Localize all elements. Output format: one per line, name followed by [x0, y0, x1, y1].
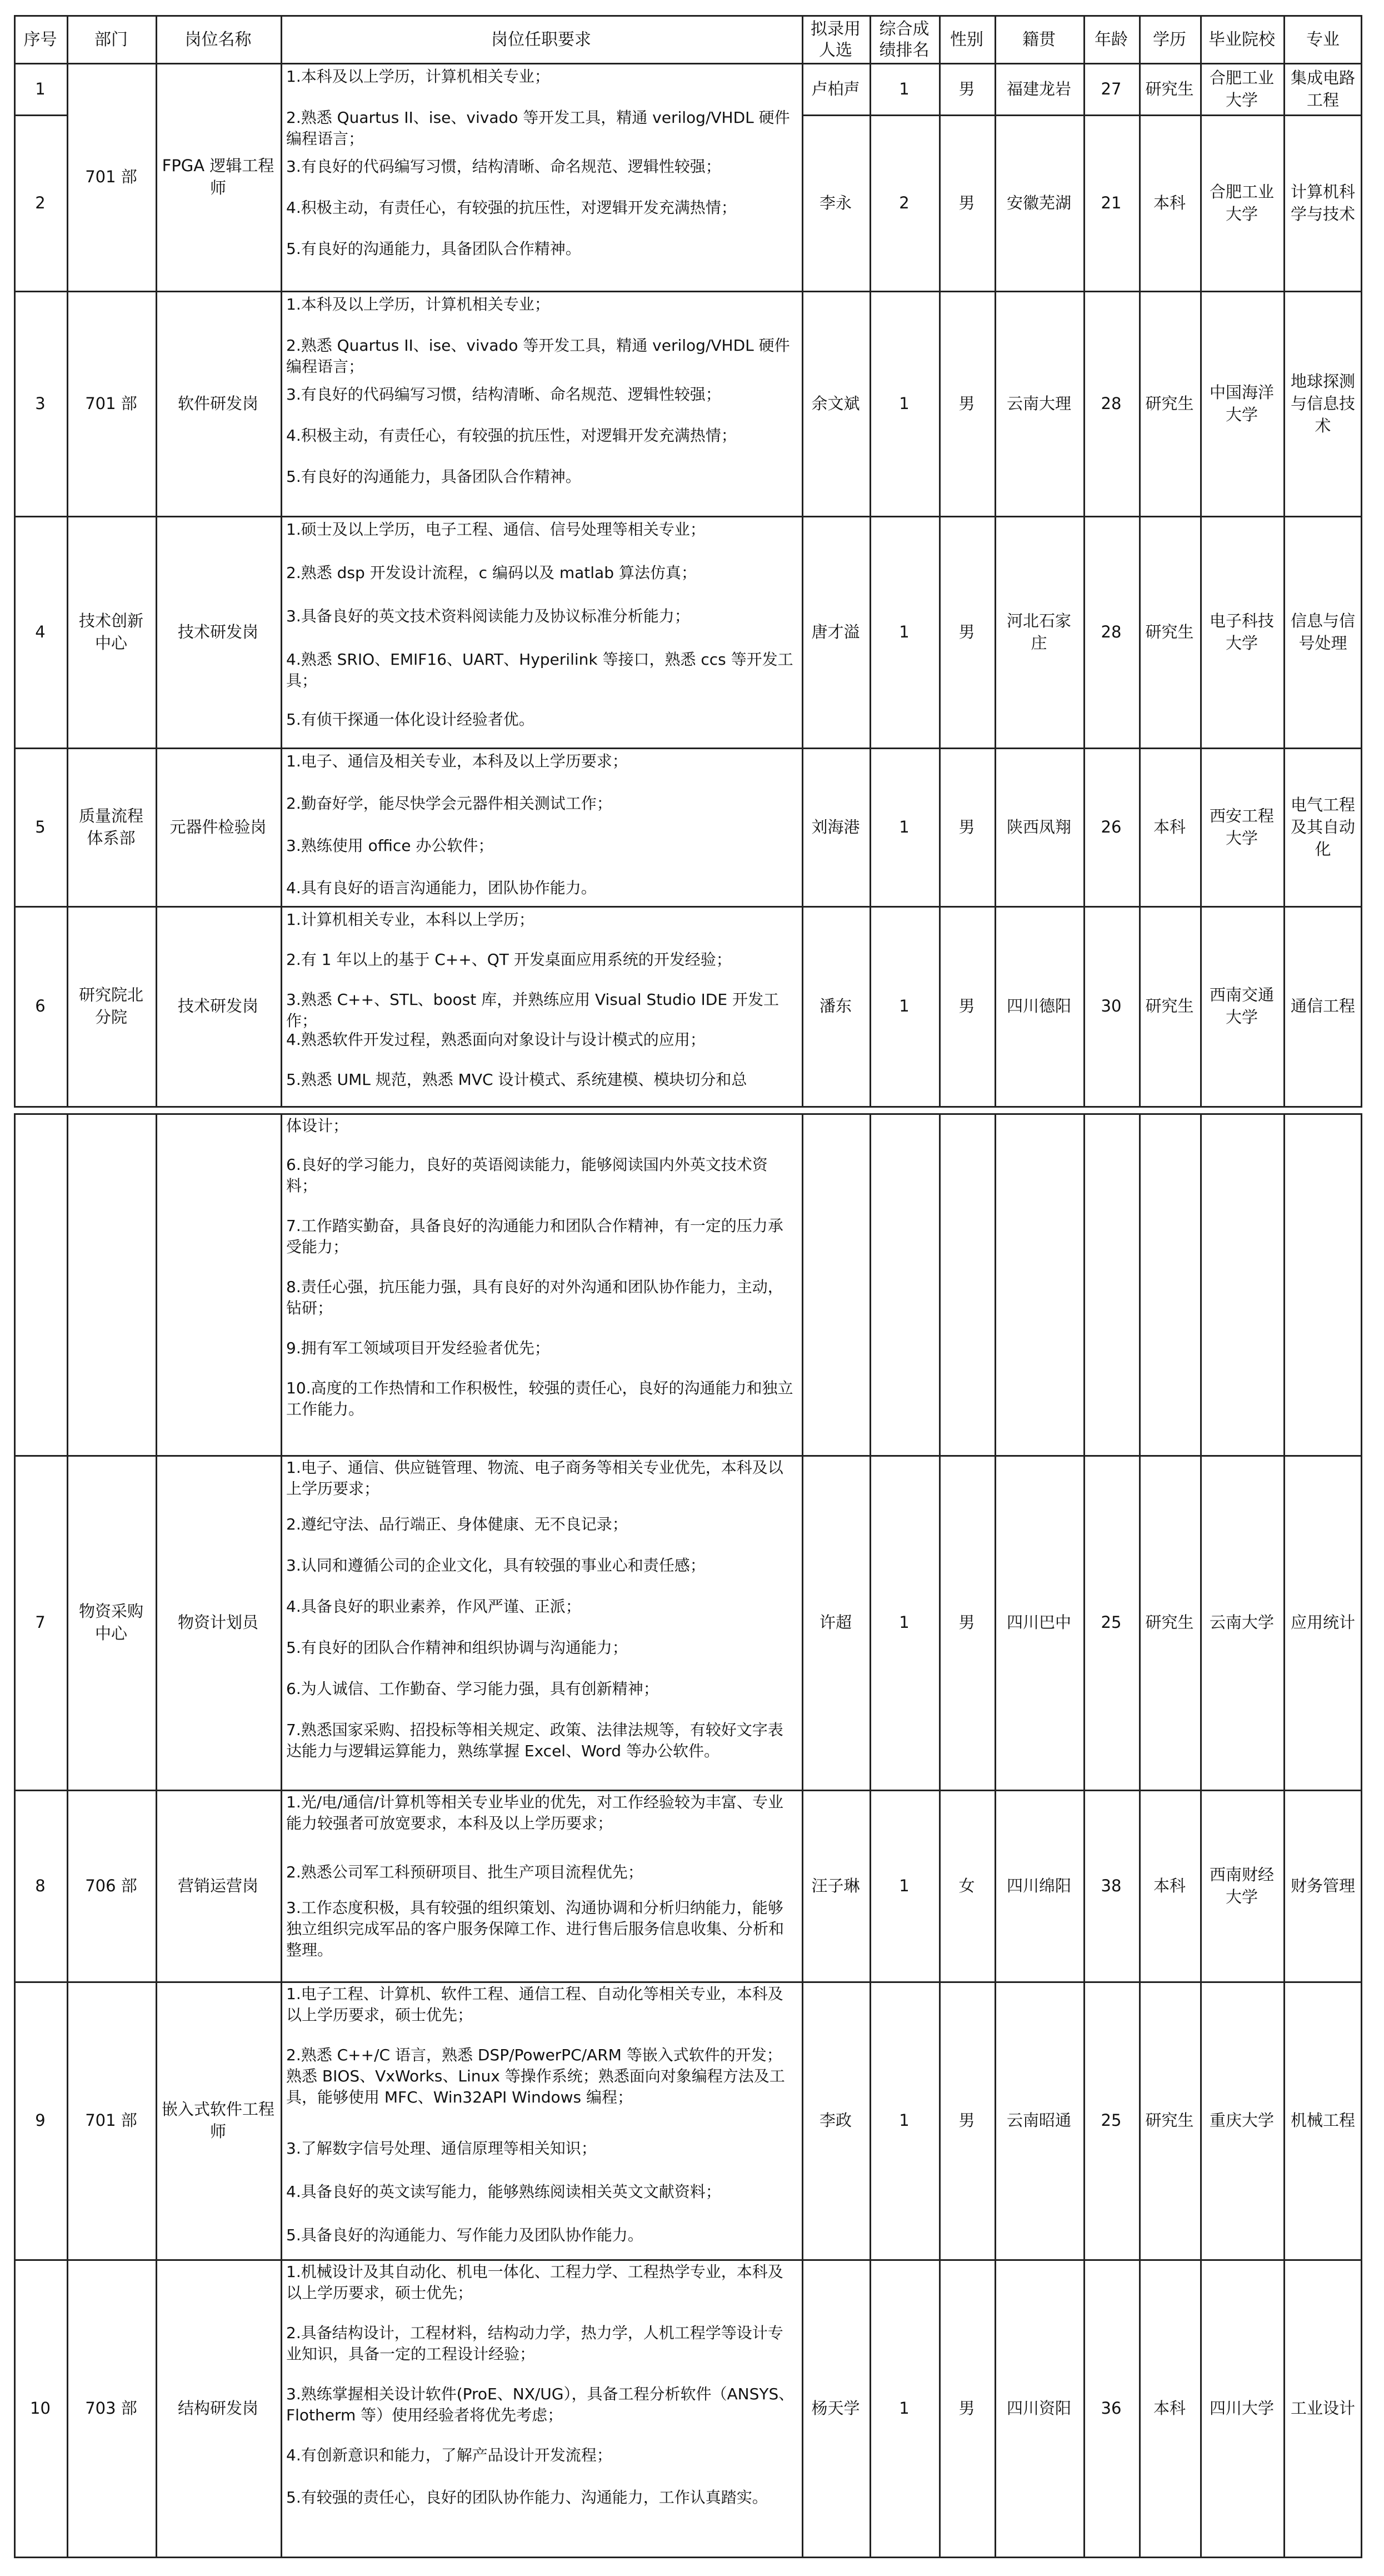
requirement-item: 4.具备良好的职业素养，作风严谨、正派；	[286, 1597, 581, 1616]
requirement-item: 5.有侦干探通一体化设计经验者优。	[286, 710, 534, 729]
rank-cell: 2	[899, 193, 910, 212]
age-cell: 28	[1101, 393, 1122, 413]
requirement-item: 1.光/电/通信/计算机等相关专业毕业的优先，对工作经验较为丰富、专业能力较强者可放宽要求，本科及以上学历要求；	[286, 1793, 784, 1832]
origin-cell: 云南大理	[1006, 393, 1071, 413]
header-cell: 年龄	[1095, 29, 1128, 49]
age-cell: 36	[1101, 2398, 1122, 2418]
requirement-item: 5.有良好的团队合作精神和组织协调与沟通能力；	[286, 1638, 628, 1657]
header-cell: 岗位名称	[184, 29, 252, 49]
table-border	[14, 291, 1362, 292]
school-cell: 电子科技大学	[1209, 611, 1274, 652]
department-cell: 701 部	[85, 167, 137, 186]
requirement-item: 6.良好的学习能力，良好的英语阅读能力，能够阅读国内外英文技术资料；	[286, 1155, 768, 1195]
table-border	[1083, 1113, 1085, 2558]
requirement-item: 4.熟悉 SRIO、EMIF16、UART、Hyperilink 等接口，熟悉 ccs 等开发工具；	[286, 650, 793, 690]
major-cell: 电气工程及其自动化	[1290, 795, 1355, 859]
education-cell: 研究生	[1145, 996, 1194, 1015]
table-border	[14, 516, 1362, 517]
table-border	[802, 1113, 803, 2558]
requirement-item: 2.勤奋好学，能尽快学会元器件相关测试工作；	[286, 794, 612, 813]
gender-cell: 男	[958, 193, 975, 212]
gender-cell: 男	[958, 79, 975, 98]
origin-cell: 四川德阳	[1006, 996, 1071, 1015]
table-border	[14, 15, 16, 1108]
school-cell: 云南大学	[1209, 1613, 1274, 1632]
department-cell: 物资采购中心	[78, 1602, 143, 1643]
candidate-name: 汪子琳	[811, 1876, 860, 1895]
row-number: 7	[35, 1613, 46, 1632]
table-border	[14, 1790, 1362, 1791]
header-cell: 序号	[23, 29, 57, 49]
department-cell: 技术创新中心	[78, 611, 143, 652]
origin-cell: 河北石家庄	[1006, 611, 1071, 652]
requirement-item: 4.熟悉软件开发过程，熟悉面向对象设计与设计模式的应用；	[286, 1030, 706, 1049]
origin-cell: 云南昭通	[1006, 2111, 1071, 2130]
requirement-item: 2.具备结构设计，工程材料，结构动力学，热力学，人机工程学等设计专业知识，具备一定的工程设计经验；	[286, 2324, 783, 2363]
requirements-cell	[281, 63, 802, 291]
major-cell: 信息与信号处理	[1290, 611, 1355, 652]
requirements-cell	[281, 1790, 802, 1981]
header-cell: 专业	[1306, 29, 1340, 49]
requirement-item: 2.有 1 年以上的基于 C++、QT 开发桌面应用系统的开发经验；	[286, 950, 732, 969]
table-border	[1083, 15, 1085, 1108]
requirements-cell	[281, 291, 802, 516]
education-cell: 研究生	[1145, 2111, 1194, 2130]
requirement-item: 6.为人诚信、工作勤奋、学习能力强，具有创新精神；	[286, 1680, 659, 1698]
requirement-item: 5.有较强的责任心，良好的团队协作能力、沟通能力，工作认真踏实。	[286, 2488, 768, 2507]
education-cell: 研究生	[1145, 79, 1194, 98]
age-cell: 25	[1101, 1613, 1122, 1632]
table-border	[1139, 1113, 1141, 2558]
school-cell: 合肥工业大学	[1209, 182, 1274, 223]
age-cell: 27	[1101, 79, 1122, 98]
requirements-cell	[281, 1981, 802, 2259]
header-cell: 部门	[94, 29, 128, 49]
table-border	[14, 2557, 1362, 2558]
requirement-item: 5.有良好的沟通能力，具备团队合作精神。	[286, 240, 581, 258]
row-number: 2	[35, 193, 46, 212]
gender-cell: 女	[958, 1876, 975, 1895]
table-border	[1139, 15, 1141, 1108]
header-cell: 拟录用人选	[811, 19, 861, 60]
row-number: 9	[35, 2111, 46, 2130]
school-cell: 中国海洋大学	[1209, 382, 1274, 424]
major-cell: 集成电路工程	[1290, 68, 1355, 109]
table-border	[995, 15, 996, 1108]
table-border	[14, 1981, 1362, 1983]
header-cell: 性别	[950, 29, 983, 49]
requirement-item: 8.责任心强，抗压能力强，具有良好的对外沟通和团队协作能力，主动，钻研；	[286, 1278, 783, 1317]
age-cell: 38	[1101, 1876, 1122, 1895]
candidate-name: 杨天学	[811, 2398, 860, 2418]
table-border	[1283, 1113, 1285, 2558]
school-cell: 合肥工业大学	[1209, 68, 1274, 109]
major-cell: 地球探测与信息技术	[1290, 371, 1355, 435]
school-cell: 四川大学	[1209, 2398, 1274, 2418]
table-border	[67, 1113, 68, 2558]
major-cell: 应用统计	[1290, 1613, 1355, 1632]
requirement-item: 5.熟悉 UML 规范，熟悉 MVC 设计模式、系统建模、模块切分和总	[286, 1070, 747, 1089]
major-cell: 计算机科学与技术	[1290, 182, 1355, 223]
requirement-item: 3.了解数字信号处理、通信原理等相关知识；	[286, 2139, 597, 2158]
table-border	[802, 15, 803, 1108]
requirements-cell	[281, 516, 802, 748]
origin-cell: 安徽芜湖	[1006, 193, 1071, 212]
post-cell: 嵌入式软件工程师	[161, 2100, 274, 2141]
candidate-name: 李永	[819, 193, 852, 212]
table-border	[14, 63, 1362, 64]
department-cell: 研究院北分院	[78, 985, 143, 1027]
requirement-item: 5.有良好的沟通能力，具备团队合作精神。	[286, 467, 581, 486]
rank-cell: 1	[899, 817, 910, 836]
education-cell: 研究生	[1145, 622, 1194, 641]
table-border	[14, 748, 1362, 749]
header-cell: 籍贯	[1022, 29, 1056, 49]
requirement-item: 1.电子、通信及相关专业，本科及以上学历要求；	[286, 752, 628, 770]
candidate-name: 刘海港	[811, 817, 860, 836]
requirement-item: 3.熟练掌握相关设计软件(ProE、NX/UG），具备工程分析软件（ANSYS、Flotherm 等）使用经验者将优先考虑；	[286, 2385, 795, 2424]
rank-cell: 1	[899, 393, 910, 413]
department-cell: 质量流程体系部	[78, 806, 143, 848]
candidate-name: 李政	[819, 2111, 852, 2130]
requirement-item: 2.遵纪守法、品行端正、身体健康、无不良记录；	[286, 1515, 628, 1533]
age-cell: 28	[1101, 622, 1122, 641]
row-number: 4	[35, 622, 46, 641]
education-cell: 本科	[1153, 2398, 1186, 2418]
post-cell: FPGA 逻辑工程师	[162, 156, 274, 197]
requirement-item: 7.工作踏实勤奋，具备良好的沟通能力和团队合作精神，有一定的压力承受能力；	[286, 1217, 783, 1256]
table-border	[1361, 15, 1362, 1108]
requirement-item: 9.拥有军工领域项目开发经验者优先；	[286, 1339, 550, 1357]
row-number: 5	[35, 817, 46, 836]
department-cell: 706 部	[85, 1876, 137, 1895]
table-border	[281, 1113, 282, 2558]
requirements-cell	[281, 1455, 802, 1790]
row-number: 6	[35, 996, 46, 1015]
table-border	[995, 1113, 996, 2558]
requirement-item: 3.认同和遵循公司的企业文化，具有较强的事业心和责任感；	[286, 1556, 706, 1575]
table-border	[870, 1113, 871, 2558]
age-cell: 21	[1101, 193, 1122, 212]
age-cell: 26	[1101, 817, 1122, 836]
education-cell: 研究生	[1145, 1613, 1194, 1632]
table-border	[939, 1113, 941, 2558]
education-cell: 研究生	[1145, 393, 1194, 413]
origin-cell: 福建龙岩	[1006, 79, 1071, 98]
gender-cell: 男	[958, 622, 975, 641]
table-border	[1361, 1113, 1362, 2558]
requirement-item: 体设计；	[286, 1117, 349, 1135]
requirement-item: 7.熟悉国家采购、招投标等相关规定、政策、法律法规等，有较好文字表达能力与逻辑运算能力，熟练掌握 Excel、Word 等办公软件。	[286, 1721, 783, 1760]
gender-cell: 男	[958, 393, 975, 413]
requirement-item: 4.具有良好的语言沟通能力，团队协作能力。	[286, 879, 597, 897]
table-border	[14, 15, 1362, 17]
requirements-cell	[281, 2259, 802, 2557]
table-border	[1200, 1113, 1202, 2558]
school-cell: 西安工程大学	[1209, 806, 1274, 848]
requirement-item: 4.具备良好的英文读写能力，能够熟练阅读相关英文文献资料；	[286, 2183, 721, 2201]
requirements-continuation	[281, 1113, 802, 1455]
rank-cell: 1	[899, 1613, 910, 1632]
rank-cell: 1	[899, 2111, 910, 2130]
requirement-item: 3.工作态度积极，具有较强的组织策划、沟通协调和分析归纳能力，能够独立组织完成军品的客户服务保障工作、进行售后服务信息收集、分析和整理。	[286, 1899, 785, 1959]
table-border	[939, 15, 941, 1108]
origin-cell: 四川巴中	[1006, 1613, 1071, 1632]
post-cell: 技术研发岗	[177, 996, 258, 1015]
table-border	[1283, 15, 1285, 1108]
education-cell: 本科	[1153, 817, 1186, 836]
table-border	[14, 114, 67, 116]
requirement-item: 10.高度的工作热情和工作积极性，较强的责任心，良好的沟通能力和独立工作能力。	[286, 1379, 793, 1418]
table-border	[156, 1113, 157, 2558]
row-number: 1	[35, 79, 46, 98]
table-border	[14, 1455, 1362, 1457]
rank-cell: 1	[899, 622, 910, 641]
gender-cell: 男	[958, 2398, 975, 2418]
candidate-name: 许超	[819, 1613, 852, 1632]
candidate-name: 余文斌	[811, 393, 860, 413]
post-cell: 元器件检验岗	[169, 817, 267, 836]
post-cell: 结构研发岗	[177, 2398, 258, 2418]
requirement-item: 4.积极主动，有责任心，有较强的抗压性，对逻辑开发充满热情；	[286, 198, 737, 217]
table-border	[14, 1113, 16, 2558]
header-cell: 学历	[1153, 29, 1186, 49]
header-cell: 综合成绩排名	[879, 19, 930, 60]
header-cell: 毕业院校	[1208, 29, 1275, 49]
requirement-item: 1.电子、通信、供应链管理、物流、电子商务等相关专业优先，本科及以上学历要求；	[286, 1458, 783, 1498]
candidate-name: 卢柏声	[811, 79, 860, 98]
age-cell: 25	[1101, 2111, 1122, 2130]
origin-cell: 四川绵阳	[1006, 1876, 1071, 1895]
rank-cell: 1	[899, 1876, 910, 1895]
major-cell: 工业设计	[1290, 2398, 1355, 2418]
table-border	[802, 114, 1362, 116]
rank-cell: 1	[899, 996, 910, 1015]
education-cell: 本科	[1153, 193, 1186, 212]
post-cell: 物资计划员	[177, 1613, 258, 1632]
requirement-item: 2.熟悉 Quartus II、ise、vivado 等开发工具，精通 verilog/VHDL 硬件编程语言；	[286, 336, 790, 376]
education-cell: 本科	[1153, 1876, 1186, 1895]
requirement-item: 3.有良好的代码编写习惯，结构清晰、命名规范、逻辑性较强；	[286, 385, 721, 403]
requirements-cell	[281, 906, 802, 1106]
requirement-item: 4.有创新意识和能力，了解产品设计开发流程；	[286, 2446, 612, 2464]
post-cell: 软件研发岗	[177, 393, 258, 413]
row-number: 8	[35, 1876, 46, 1895]
requirement-item: 1.本科及以上学历，计算机相关专业；	[286, 295, 550, 313]
major-cell: 机械工程	[1290, 2111, 1355, 2130]
department-cell: 701 部	[85, 2111, 137, 2130]
department-cell: 703 部	[85, 2398, 137, 2418]
requirements-cell	[281, 748, 802, 906]
header-cell: 岗位任职要求	[491, 29, 591, 49]
origin-cell: 陕西凤翔	[1006, 817, 1071, 836]
requirement-item: 4.积极主动，有责任心，有较强的抗压性，对逻辑开发充满热情；	[286, 426, 737, 445]
table-border	[14, 1113, 1362, 1115]
requirement-item: 3.熟练使用 office 办公软件；	[286, 836, 494, 855]
major-cell: 财务管理	[1290, 1876, 1355, 1895]
table-border	[14, 906, 1362, 908]
candidate-name: 唐才溢	[811, 622, 860, 641]
department-cell: 701 部	[85, 393, 137, 413]
major-cell: 通信工程	[1290, 996, 1355, 1015]
row-number: 10	[30, 2398, 51, 2418]
candidate-name: 潘东	[819, 996, 852, 1015]
table-border	[1200, 15, 1202, 1108]
table-border	[870, 15, 871, 1108]
table-border	[14, 2259, 1362, 2261]
requirement-item: 1.本科及以上学历，计算机相关专业；	[286, 67, 550, 86]
requirement-item: 2.熟悉 C++/C 语言，熟悉 DSP/PowerPC/ARM 等嵌入式软件的开发；熟悉 BIOS、VxWorks、Linux 等操作系统；熟悉面向对象编程方法及工具，能够使用 MFC、Win32API Windows 编程；	[286, 2046, 785, 2106]
origin-cell: 四川资阳	[1006, 2398, 1071, 2418]
table-border	[67, 15, 68, 1108]
rank-cell: 1	[899, 2398, 910, 2418]
requirement-item: 1.电子工程、计算机、软件工程、通信工程、自动化等相关专业，本科及以上学历要求，硕士优先；	[286, 1985, 783, 2024]
requirement-item: 2.熟悉 dsp 开发设计流程，c 编码以及 matlab 算法仿真；	[286, 564, 697, 582]
school-cell: 重庆大学	[1209, 2111, 1274, 2130]
requirement-item: 2.熟悉公司军工科预研项目、批生产项目流程优先；	[286, 1863, 643, 1881]
table-border	[281, 15, 282, 1108]
requirement-item: 3.具备良好的英文技术资料阅读能力及协议标准分析能力；	[286, 607, 690, 625]
row-number: 3	[35, 393, 46, 413]
requirement-item: 3.有良好的代码编写习惯，结构清晰、命名规范、逻辑性较强；	[286, 157, 721, 176]
requirement-item: 2.熟悉 Quartus II、ise、vivado 等开发工具，精通 verilog/VHDL 硬件编程语言；	[286, 108, 790, 148]
requirement-item: 1.计算机相关专业，本科以上学历；	[286, 910, 534, 929]
table-border	[14, 1106, 1362, 1108]
requirement-item: 1.硕士及以上学历，电子工程、通信、信号处理等相关专业；	[286, 520, 706, 539]
gender-cell: 男	[958, 2111, 975, 2130]
post-cell: 营销运营岗	[177, 1876, 258, 1895]
requirement-item: 3.熟悉 C++、STL、boost 库，并熟练应用 Visual Studio IDE 开发工作；	[286, 990, 779, 1030]
gender-cell: 男	[958, 1613, 975, 1632]
table-border	[156, 15, 157, 1108]
school-cell: 西南财经大学	[1209, 1865, 1274, 1906]
gender-cell: 男	[958, 996, 975, 1015]
requirement-item: 5.具备良好的沟通能力、写作能力及团队协作能力。	[286, 2226, 643, 2244]
post-cell: 技术研发岗	[177, 622, 258, 641]
requirement-item: 1.机械设计及其自动化、机电一体化、工程力学、工程热学专业，本科及以上学历要求，硕士优先；	[286, 2263, 783, 2302]
school-cell: 西南交通大学	[1209, 985, 1274, 1027]
age-cell: 30	[1101, 996, 1122, 1015]
rank-cell: 1	[899, 79, 910, 98]
gender-cell: 男	[958, 817, 975, 836]
